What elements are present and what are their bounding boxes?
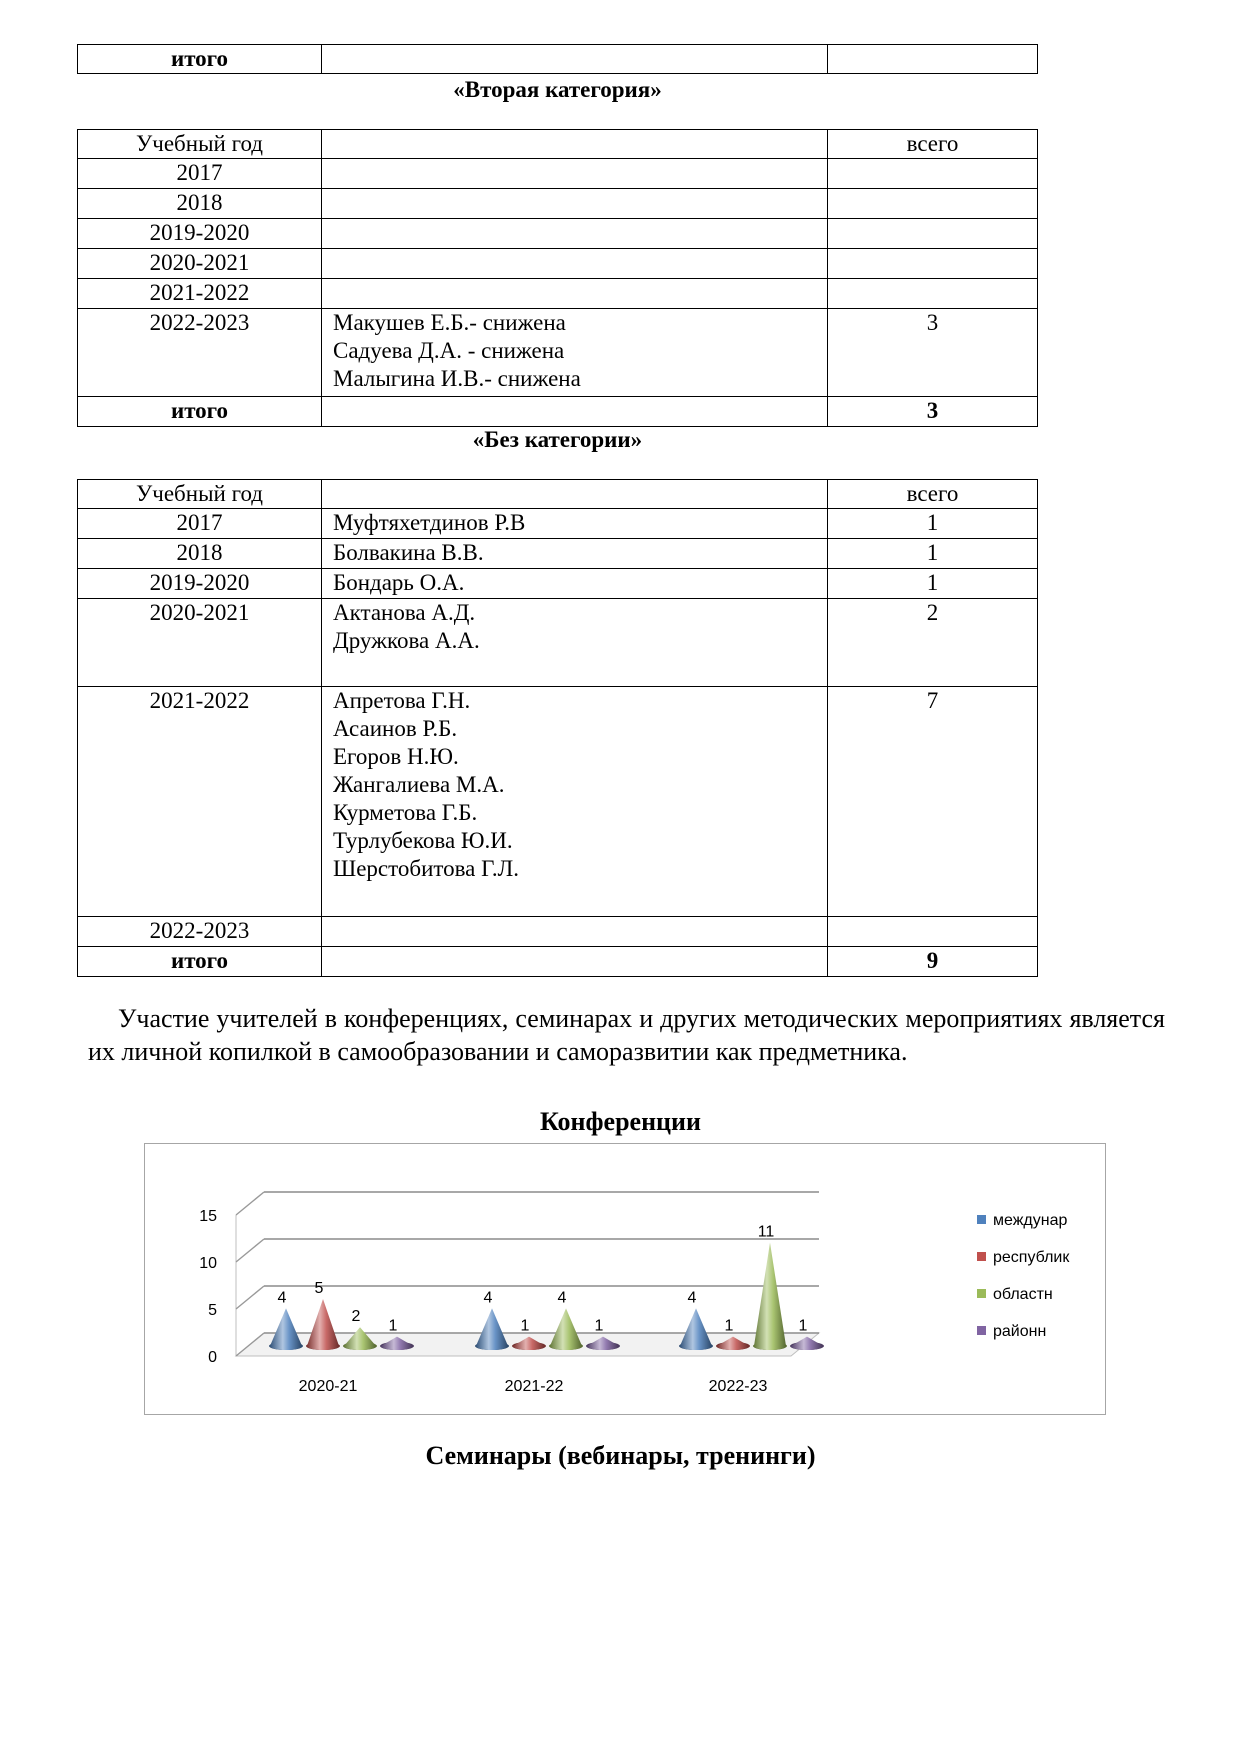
year-cell: 2022-2023 — [78, 309, 322, 397]
teacher-name: Егоров Н.Ю. — [333, 744, 459, 769]
header-names — [322, 130, 828, 159]
data-label: 1 — [798, 1317, 808, 1335]
cone-bar — [270, 1308, 302, 1350]
total-row — [78, 397, 1038, 427]
year-cell: 2021-2022 — [78, 687, 322, 917]
total-names — [322, 397, 828, 427]
total-cell: 7 — [828, 687, 1038, 917]
legend-swatch — [977, 1289, 986, 1298]
names-cell — [322, 189, 828, 219]
year-cell: 2020-2021 — [78, 249, 322, 279]
conferences-title: Конференции — [540, 1107, 701, 1136]
total-cell — [828, 219, 1038, 249]
total-cell: 1 — [828, 539, 1038, 569]
x-tick-label: 2021-22 — [504, 1378, 564, 1395]
table-row — [78, 189, 1038, 219]
names-cell — [322, 219, 828, 249]
total-cell: 1 — [828, 569, 1038, 599]
header-names — [322, 480, 828, 509]
table-row — [78, 599, 1038, 687]
second-category-title: «Вторая категория» — [453, 77, 662, 102]
header-total: всего — [828, 130, 1038, 159]
total-label: итого — [78, 397, 322, 427]
total-cell — [828, 279, 1038, 309]
table-row — [78, 687, 1038, 917]
header-year: Учебный год — [78, 130, 322, 159]
legend-swatch — [977, 1326, 986, 1335]
y-tick-label: 15 — [199, 1208, 217, 1225]
cone-bar — [550, 1308, 582, 1350]
teacher-name: Курметова Г.Б. — [333, 800, 478, 825]
chart-canvas — [145, 1144, 1107, 1416]
table-row — [78, 219, 1038, 249]
data-label: 2 — [351, 1308, 361, 1326]
prev-total-label: итого — [78, 45, 322, 74]
no-category-table — [77, 479, 1038, 977]
header-total: всего — [828, 480, 1038, 509]
data-label: 4 — [687, 1289, 697, 1307]
y-tick-label: 5 — [208, 1302, 217, 1319]
teacher-name: Асаинов Р.Б. — [333, 716, 458, 741]
names-cell — [322, 687, 828, 917]
names-cell — [322, 309, 828, 397]
table-row — [78, 509, 1038, 539]
header-year: Учебный год — [78, 480, 322, 509]
gridline-side — [236, 1192, 264, 1215]
year-cell: 2020-2021 — [78, 599, 322, 687]
year-cell: 2017 — [78, 159, 322, 189]
names-cell — [322, 539, 828, 569]
teacher-name: Бондарь О.А. — [333, 570, 465, 595]
total-row — [78, 947, 1038, 977]
total-cell: 2 — [828, 599, 1038, 687]
prev-total-value — [828, 45, 1038, 74]
teacher-name: Болвакина В.В. — [333, 540, 484, 565]
gridline-side — [236, 1239, 264, 1262]
teacher-name: Дружкова А.А. — [333, 628, 480, 653]
year-cell: 2022-2023 — [78, 917, 322, 947]
names-cell — [322, 917, 828, 947]
table-row — [78, 159, 1038, 189]
names-cell — [322, 159, 828, 189]
data-label: 4 — [557, 1289, 567, 1307]
data-label: 1 — [594, 1317, 604, 1335]
x-tick-label: 2020-21 — [298, 1378, 358, 1395]
total-value: 3 — [828, 397, 1038, 427]
year-cell: 2018 — [78, 189, 322, 219]
y-tick-label: 10 — [199, 1255, 217, 1272]
total-cell: 1 — [828, 509, 1038, 539]
names-cell — [322, 599, 828, 687]
cone-bar — [754, 1243, 786, 1350]
teacher-name: Актанова А.Д. — [333, 600, 476, 625]
total-cell — [828, 917, 1038, 947]
cone-bar — [307, 1299, 339, 1350]
prev-total-names — [322, 45, 828, 74]
teacher-name: Шерстобитова Г.Л. — [333, 856, 519, 881]
legend-label: республик — [993, 1249, 1070, 1266]
year-cell: 2018 — [78, 539, 322, 569]
legend-label: районн — [993, 1323, 1047, 1340]
data-label: 4 — [277, 1289, 287, 1307]
teacher-name: Малыгина И.В.- снижена — [333, 366, 581, 391]
cone-bar — [476, 1308, 508, 1350]
year-cell: 2019-2020 — [78, 219, 322, 249]
year-cell: 2017 — [78, 509, 322, 539]
data-label: 5 — [314, 1280, 324, 1297]
data-label: 4 — [483, 1289, 493, 1307]
total-cell — [828, 159, 1038, 189]
names-cell — [322, 249, 828, 279]
no-category-title: «Без категории» — [472, 427, 643, 452]
total-label: итого — [78, 947, 322, 977]
gridline-side — [236, 1286, 264, 1309]
table-row — [78, 917, 1038, 947]
total-cell — [828, 249, 1038, 279]
data-label: 1 — [520, 1317, 530, 1335]
table-row — [78, 249, 1038, 279]
teacher-name: Жангалиева М.А. — [333, 772, 505, 797]
legend-swatch — [977, 1252, 986, 1261]
total-names — [322, 947, 828, 977]
conferences-chart — [144, 1143, 1106, 1415]
names-cell — [322, 569, 828, 599]
participation-paragraph: Участие учителей в конференциях, семинарах и других методических мероприятиях является их личной копилкой в самообразовании и саморазвитии как предметника. — [88, 1004, 1165, 1066]
teacher-name: Турлубекова Ю.И. — [333, 828, 513, 853]
cone-bar — [680, 1308, 712, 1350]
year-cell: 2021-2022 — [78, 279, 322, 309]
prev-table-footer — [77, 44, 1038, 74]
legend-label: междунар — [993, 1212, 1068, 1229]
table-row — [78, 569, 1038, 599]
x-tick-label: 2022-23 — [708, 1378, 768, 1395]
teacher-name: Садуева Д.А. - снижена — [333, 338, 565, 363]
names-cell — [322, 279, 828, 309]
total-cell: 3 — [828, 309, 1038, 397]
data-label: 11 — [757, 1223, 775, 1241]
total-value: 9 — [828, 947, 1038, 977]
y-tick-label: 0 — [208, 1349, 217, 1366]
data-label: 1 — [388, 1317, 398, 1335]
second-category-table — [77, 129, 1038, 427]
table-row — [78, 309, 1038, 397]
table-row — [78, 279, 1038, 309]
teacher-name: Апретова Г.Н. — [333, 688, 471, 713]
year-cell: 2019-2020 — [78, 569, 322, 599]
legend-label: областн — [993, 1286, 1053, 1303]
legend-swatch — [977, 1215, 986, 1224]
seminars-title: Семинары (вебинары, тренинги) — [425, 1441, 816, 1470]
data-label: 1 — [724, 1317, 734, 1335]
total-cell — [828, 189, 1038, 219]
teacher-name: Муфтяхетдинов Р.В — [333, 510, 526, 535]
table-row — [78, 539, 1038, 569]
teacher-name: Макушев Е.Б.- снижена — [333, 310, 566, 335]
names-cell — [322, 509, 828, 539]
